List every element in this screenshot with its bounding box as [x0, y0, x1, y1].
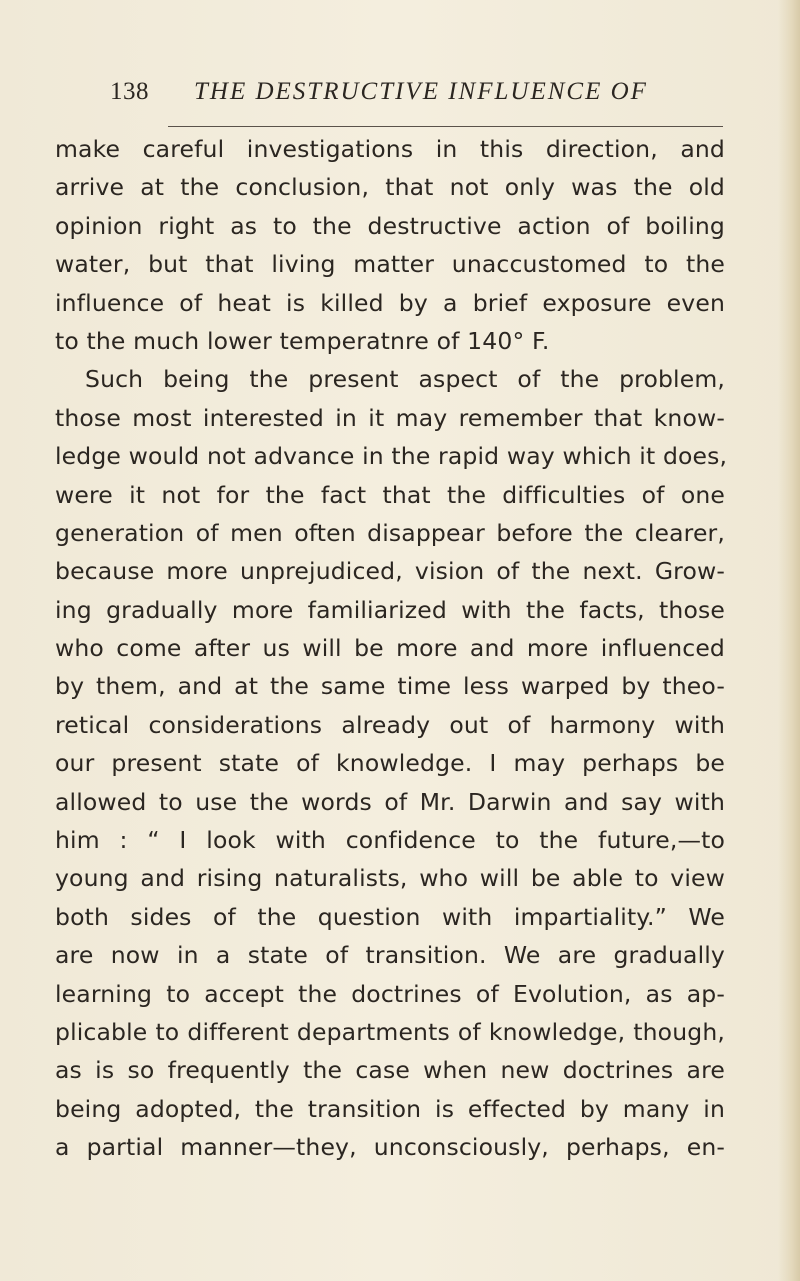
text-line: who come after us will be more and more influenced	[55, 634, 725, 663]
text-line: arrive at the conclusion, that not only was the old	[55, 173, 725, 202]
text-line: make careful investigations in this direction, and	[55, 135, 725, 163]
page-edge-shadow	[778, 0, 800, 1281]
header-rule	[168, 126, 723, 127]
text-line: being adopted, the transition is effected by many in	[55, 1094, 725, 1123]
text-line: our present state of knowledge. I may perhaps be	[55, 749, 725, 778]
text-line: influence of heat is killed by a brief exposure even	[55, 288, 725, 317]
text-line: water, but that living matter unaccustomed to the	[55, 250, 725, 279]
text-line: allowed to use the words of Mr. Darwin and say with	[55, 787, 725, 816]
text-line: both sides of the question with impartiality.” We	[55, 902, 725, 931]
text-line: Such being the present aspect of the problem,	[85, 365, 725, 394]
text-line: as is so frequently the case when new doctrines are	[55, 1056, 725, 1085]
text-line: ing gradually more familiarized with the facts, those	[55, 595, 725, 624]
text-line: to the much lower temperatnre of 140° F.	[55, 326, 550, 355]
text-line: him : “ I look with confidence to the future,—to	[55, 826, 725, 855]
text-line: retical considerations already out of harmony with	[55, 710, 725, 739]
body-text	[55, 130, 728, 1167]
text-line: young and rising naturalists, who will be able to view	[55, 864, 725, 893]
text-line: ledge would not advance in the rapid way which it does,	[55, 442, 728, 471]
text-line: because more unprejudiced, vision of the next. Grow-	[55, 557, 725, 586]
text-line: were it not for the fact that the difficulties of one	[55, 480, 725, 509]
text-line: by them, and at the same time less warped by theo-	[55, 672, 725, 701]
text-line: learning to accept the doctrines of Evolution, as ap-	[55, 979, 725, 1008]
text-line: are now in a state of transition. We are gradually	[55, 941, 725, 970]
text-line: a partial manner—they, unconsciously, perhaps, en-	[55, 1133, 725, 1162]
text-line: those most interested in it may remember that know-	[55, 403, 725, 432]
page-number: 138	[110, 78, 149, 105]
page-header	[110, 78, 730, 108]
running-title: THE DESTRUCTIVE INFLUENCE OF	[194, 78, 648, 105]
text-line: plicable to different departments of knowledge, though,	[55, 1017, 725, 1046]
text-line: opinion right as to the destructive action of boiling	[55, 211, 725, 240]
text-line: generation of men often disappear before the clearer,	[55, 518, 725, 547]
